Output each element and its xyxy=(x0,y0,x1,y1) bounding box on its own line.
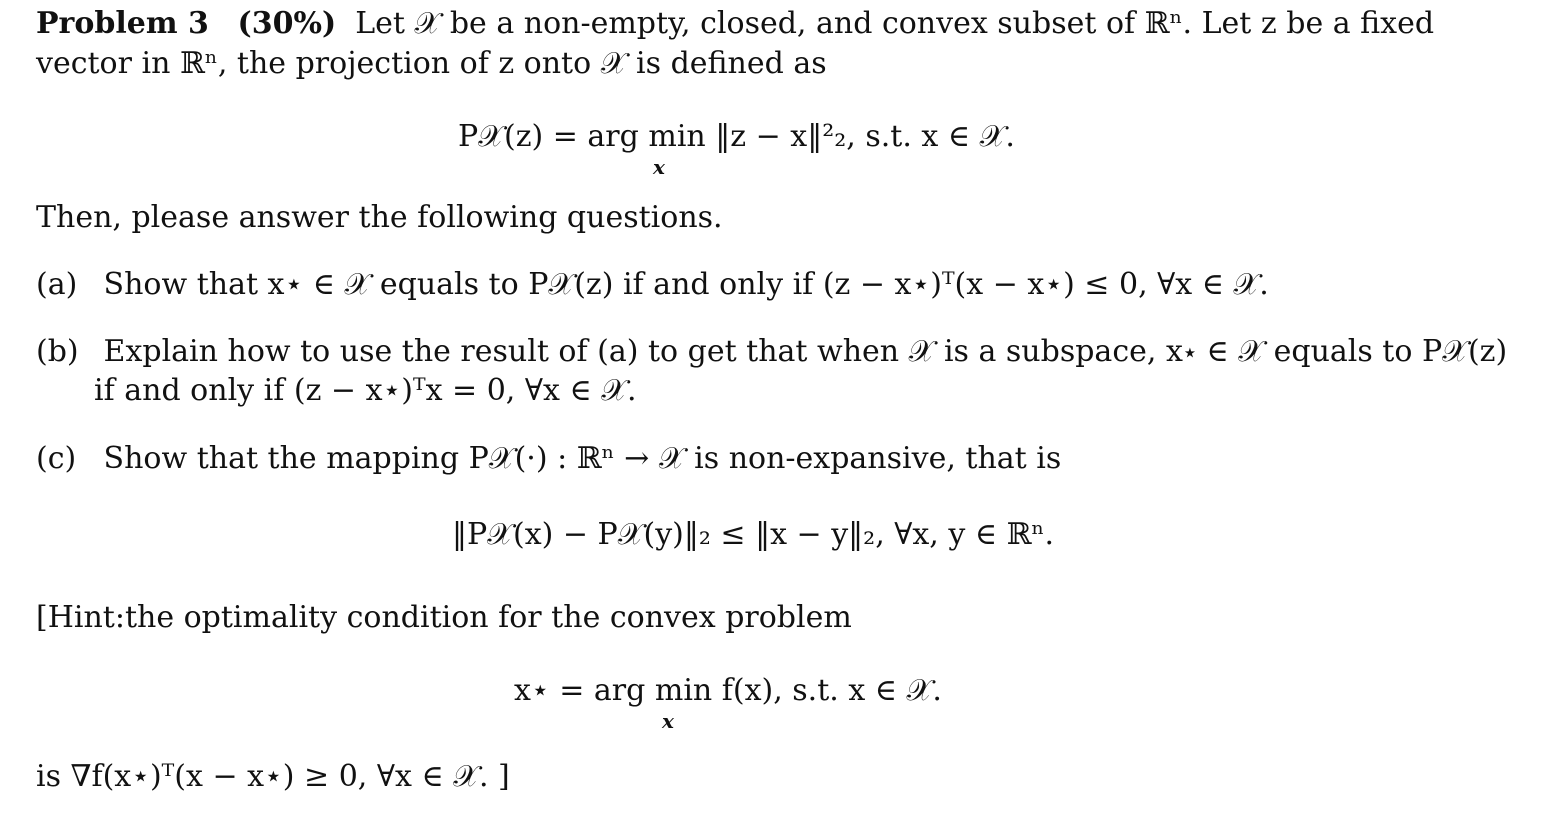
problem-intro-line1 xyxy=(36,4,1434,44)
projection-formula: P𝒳(z) = arg min ‖z − x‖²₂, s.t. x ∈ 𝒳. xyxy=(458,119,1015,154)
question-label: (c) xyxy=(36,441,77,476)
question-b xyxy=(36,332,1507,372)
hint-final: is ∇f(x⋆)ᵀ(x − x⋆) ≥ 0, ∀x ∈ 𝒳. ] xyxy=(36,759,510,794)
projection-argmin-subscript: x xyxy=(653,155,665,179)
question-text: Show that x⋆ ∈ 𝒳 equals to P𝒳(z) if and only if (z − x⋆)ᵀ(x − x⋆) ≤ 0, ∀x ∈ 𝒳. xyxy=(103,267,1269,302)
hint-line1: [Hint:the optimality condition for the convex problem xyxy=(36,600,852,635)
then-text: Then, please answer the following questions. xyxy=(36,200,723,235)
problem-intro-text: Let 𝒳 be a non-empty, closed, and convex subset of ℝⁿ. Let z be a fixed xyxy=(355,6,1435,41)
optimality-equation: x⋆ = arg min f(x), s.t. x ∈ 𝒳. xyxy=(514,673,942,708)
nonexpansive-equation: ‖P𝒳(x) − P𝒳(y)‖₂ ≤ ‖x − y‖₂, ∀x, y ∈ ℝⁿ. xyxy=(452,517,1055,552)
optimality-argmin-subscript: x xyxy=(662,709,674,733)
problem-weight: (30%) xyxy=(237,6,337,41)
projection-equation xyxy=(458,117,1015,157)
question-b-line2: if and only if (z − x⋆)ᵀx = 0, ∀x ∈ 𝒳. xyxy=(94,373,637,408)
question-text: Show that the mapping P𝒳(·) : ℝⁿ → 𝒳 is non-expansive, that is xyxy=(103,441,1062,476)
problem-intro-line2: vector in ℝⁿ, the projection of z onto 𝒳 is defined as xyxy=(36,46,827,81)
question-a xyxy=(36,265,1269,305)
question-c xyxy=(36,439,1061,479)
question-label: (b) xyxy=(36,334,79,369)
question-label: (a) xyxy=(36,267,78,302)
problem-heading: Problem 3 xyxy=(36,6,209,41)
question-text: Explain how to use the result of (a) to get that when 𝒳 is a subspace, x⋆ ∈ 𝒳 equals to P𝒳(z) xyxy=(103,334,1508,369)
